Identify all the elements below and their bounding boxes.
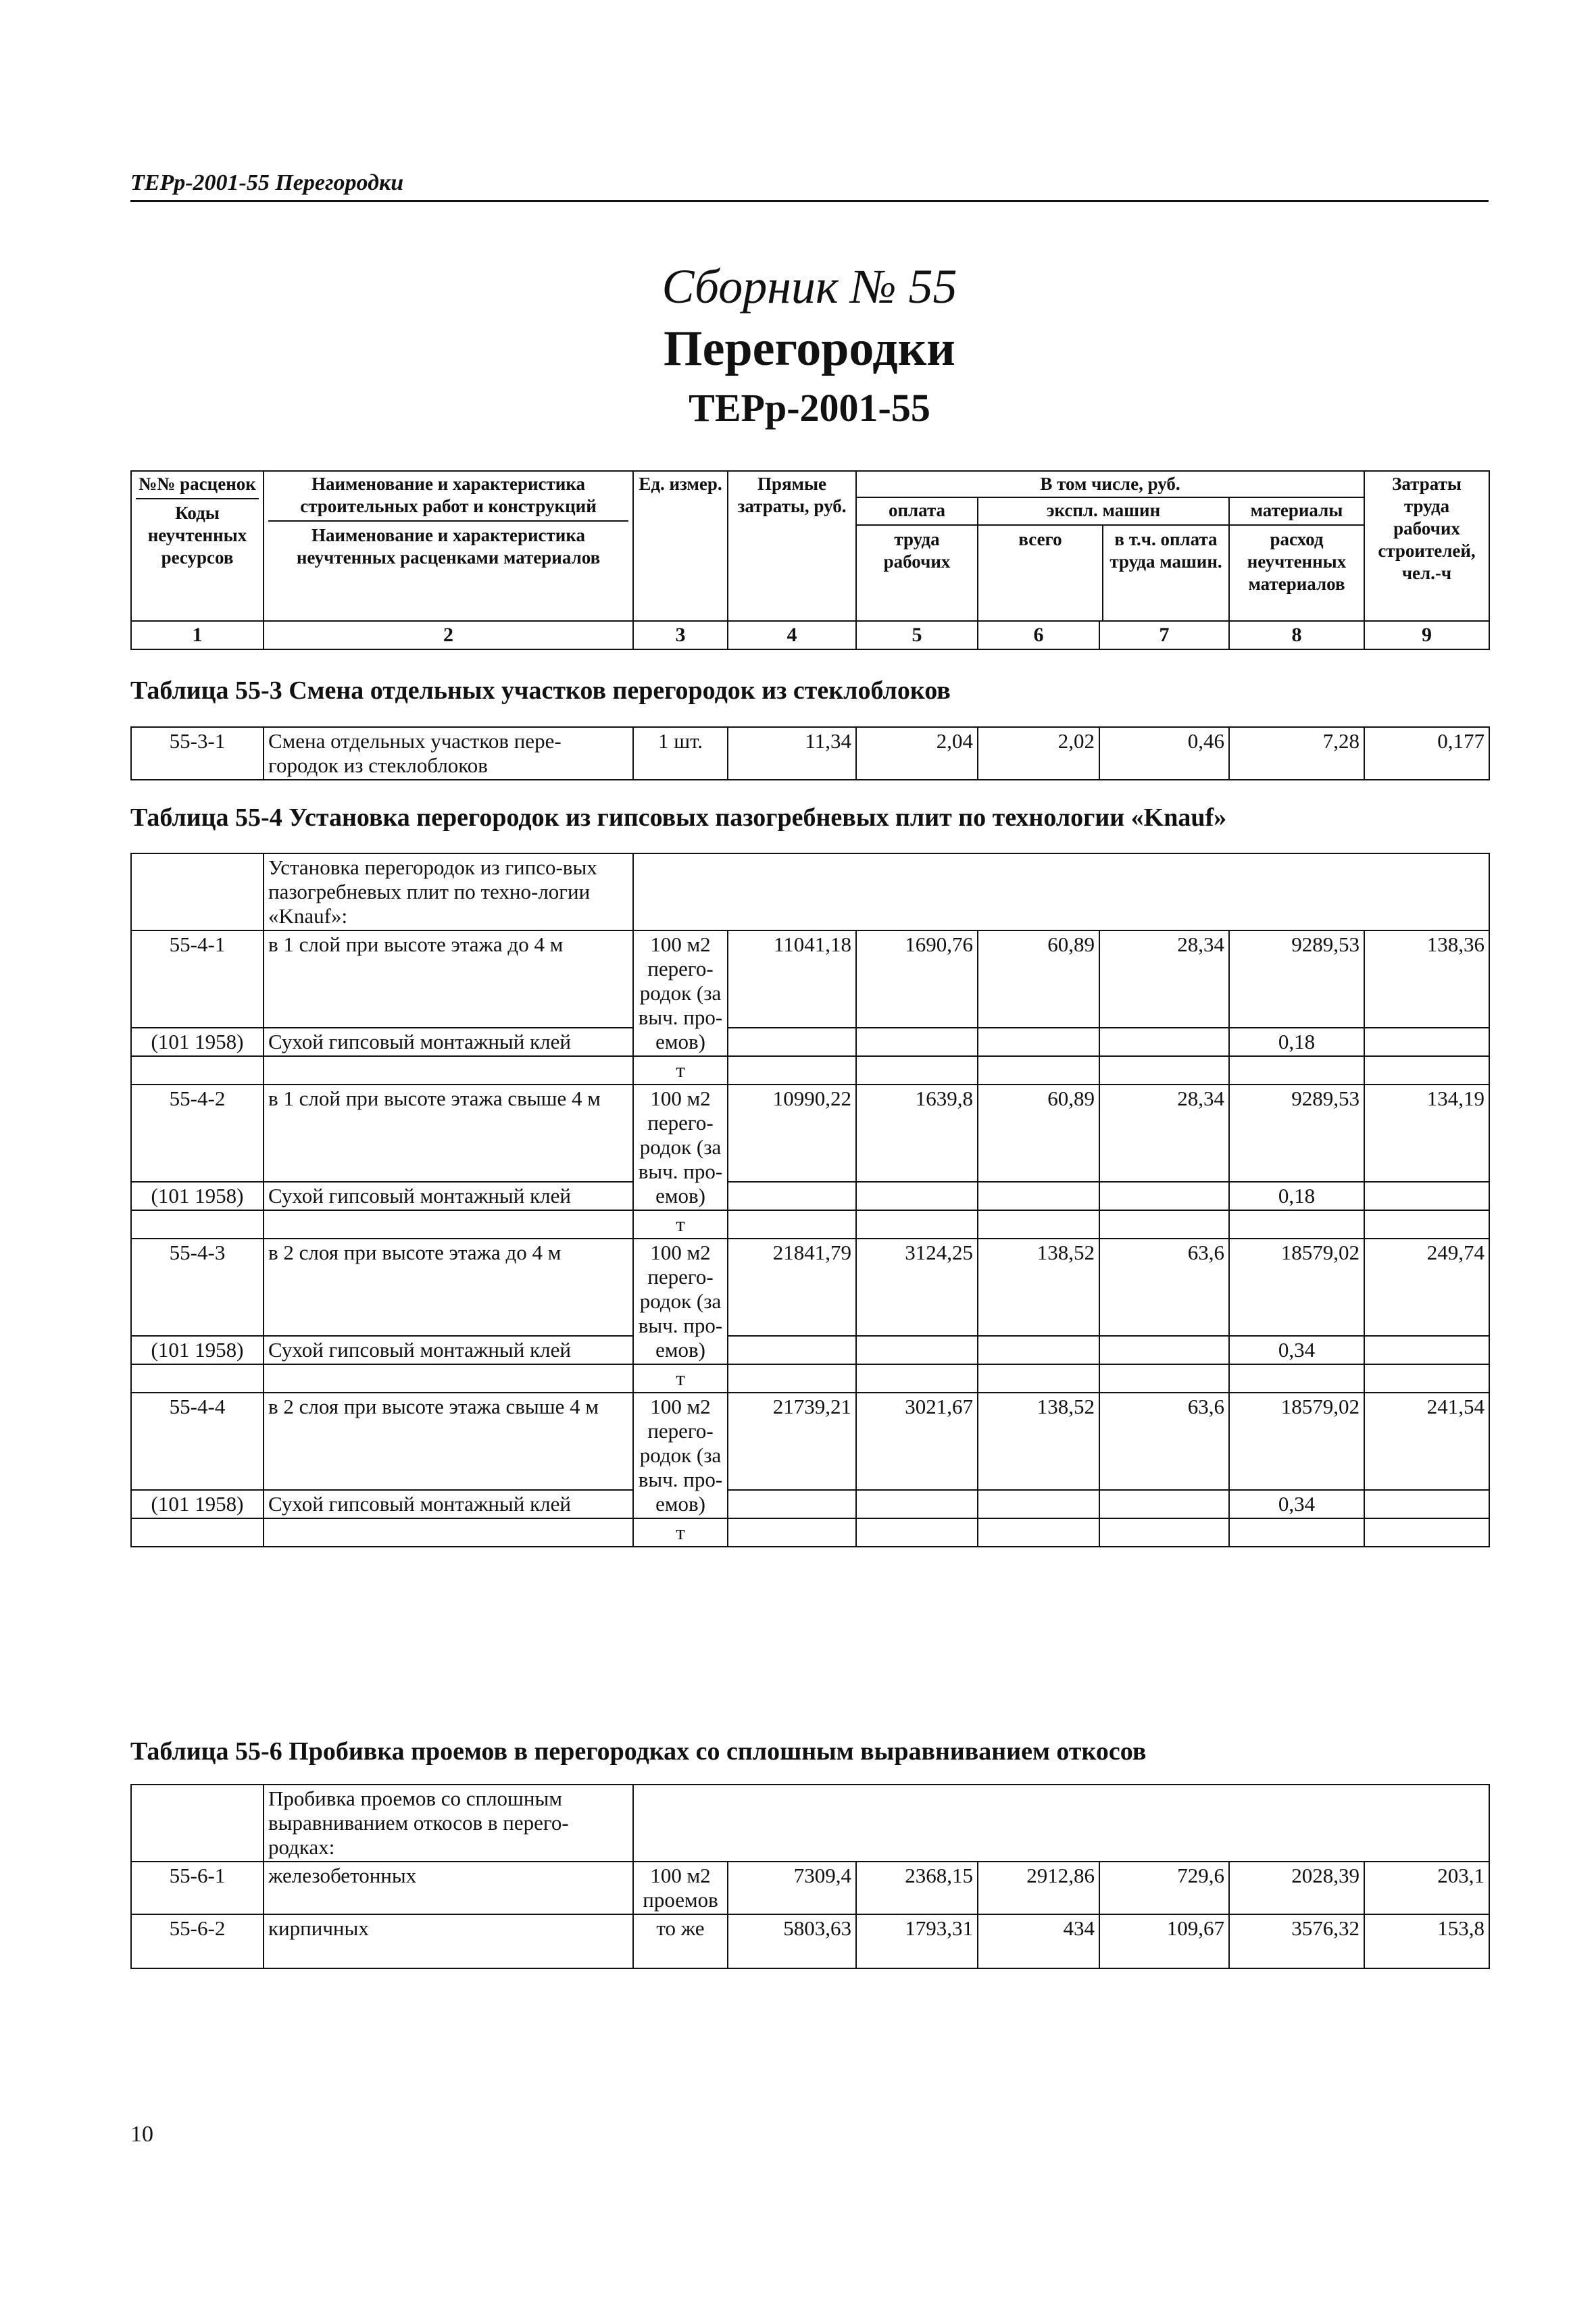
table-55-3-caption: Таблица 55-3 Смена отдельных участков перегородок из стеклоблоков: [130, 676, 951, 705]
header-work-name: Наименование и характеристика строительных работ и конструкций Наименование и характеристика неучтенных расценками материалов: [264, 471, 633, 621]
collection-title: Сборник № 55: [662, 259, 957, 314]
header-machines: экспл. машин всего в т.ч. оплата труда машин.: [978, 497, 1229, 621]
table-row: 55-4-4 в 2 слоя при высоте этажа свыше 4 м 100 м2 перего-родок (за выч. про-емов) 21739,21 3021,67 138,52 63,6 18579,02 241,54: [131, 1393, 1489, 1490]
collection-code: ТЕРр-2001-55: [689, 386, 930, 430]
table-intro-row: Установка перегородок из гипсо-вых пазогребневых плит по техно-логии «Knauf»:: [131, 853, 1489, 930]
table-row: 55-3-1 Смена отдельных участков пере-городок из стеклоблоков 1 шт. 11,34 2,04 2,02 0,46 7,28 0,177: [131, 727, 1489, 780]
resource-unit-row: т: [131, 1364, 1489, 1393]
header-including: В том числе, руб.: [856, 471, 1364, 497]
table-row: 55-6-2 кирпичных то же 5803,63 1793,31 434 109,67 3576,32 153,8: [131, 1914, 1489, 1968]
table-intro-row: Пробивка проемов со сплошным выравниванием откосов в перего-родках:: [131, 1785, 1489, 1862]
resource-row: (101 1958) Сухой гипсовый монтажный клей 0,18: [131, 1028, 1489, 1056]
header-materials: материалы расход неучтенных материалов: [1229, 497, 1364, 621]
header-rule: [130, 200, 1489, 202]
table-55-6-caption: Таблица 55-6 Пробивка проемов в перегородках со сплошным выравниванием откосов: [130, 1737, 1147, 1766]
table-row: 55-6-1 железобетонных 100 м2 проемов 7309,4 2368,15 2912,86 729,6 2028,39 203,1: [131, 1862, 1489, 1914]
resource-row: (101 1958) Сухой гипсовый монтажный клей 0,18: [131, 1182, 1489, 1210]
table-row: 55-4-2 в 1 слой при высоте этажа свыше 4 м 100 м2 перего-родок (за выч. про-емов) 10990,22 1639,8 60,89 28,34 9289,53 134,19: [131, 1085, 1489, 1182]
table-55-6: [130, 1784, 1490, 1969]
resource-unit-row: т: [131, 1056, 1489, 1085]
resource-unit-row: т: [131, 1210, 1489, 1239]
header-wage: оплата труда рабочих: [856, 497, 978, 621]
table-55-3: [130, 726, 1490, 780]
column-number-row: 1 2 3 4 5 6 7 8 9: [131, 621, 1489, 649]
table-row: 55-4-3 в 2 слоя при высоте этажа до 4 м 100 м2 перего-родок (за выч. про-емов) 21841,79 3124,25 138,52 63,6 18579,02 249,74: [131, 1239, 1489, 1336]
resource-row: (101 1958) Сухой гипсовый монтажный клей 0,34: [131, 1490, 1489, 1518]
header-rate-number: №№ расценок Коды неучтенных ресурсов: [131, 471, 264, 621]
page-title: Перегородки: [664, 321, 955, 376]
table-55-4: [130, 853, 1490, 1547]
header-direct-costs: Прямые затраты, руб.: [728, 471, 856, 621]
table-55-4-caption: Таблица 55-4 Установка перегородок из гипсовых пазогребневых плит по технологии «Knauf»: [130, 803, 1227, 832]
header-machines-total: всего: [978, 526, 1103, 620]
header-machines-wage: в т.ч. оплата труда машин.: [1109, 529, 1222, 572]
column-header-table: [130, 470, 1490, 650]
page-number: 10: [130, 2122, 153, 2147]
title-block: [130, 257, 1489, 435]
header-unit: Ед. измер.: [633, 471, 728, 621]
resource-unit-row: т: [131, 1518, 1489, 1547]
header-labor-costs: Затраты труда рабочих строителей, чел.-ч: [1364, 471, 1489, 621]
table-row: 55-4-1 в 1 слой при высоте этажа до 4 м 100 м2 перего-родок (за выч. про-емов) 11041,18 1690,76 60,89 28,34 9289,53 138,36: [131, 930, 1489, 1028]
running-header: ТЕРр-2001-55 Перегородки: [130, 170, 404, 195]
resource-row: (101 1958) Сухой гипсовый монтажный клей 0,34: [131, 1336, 1489, 1364]
